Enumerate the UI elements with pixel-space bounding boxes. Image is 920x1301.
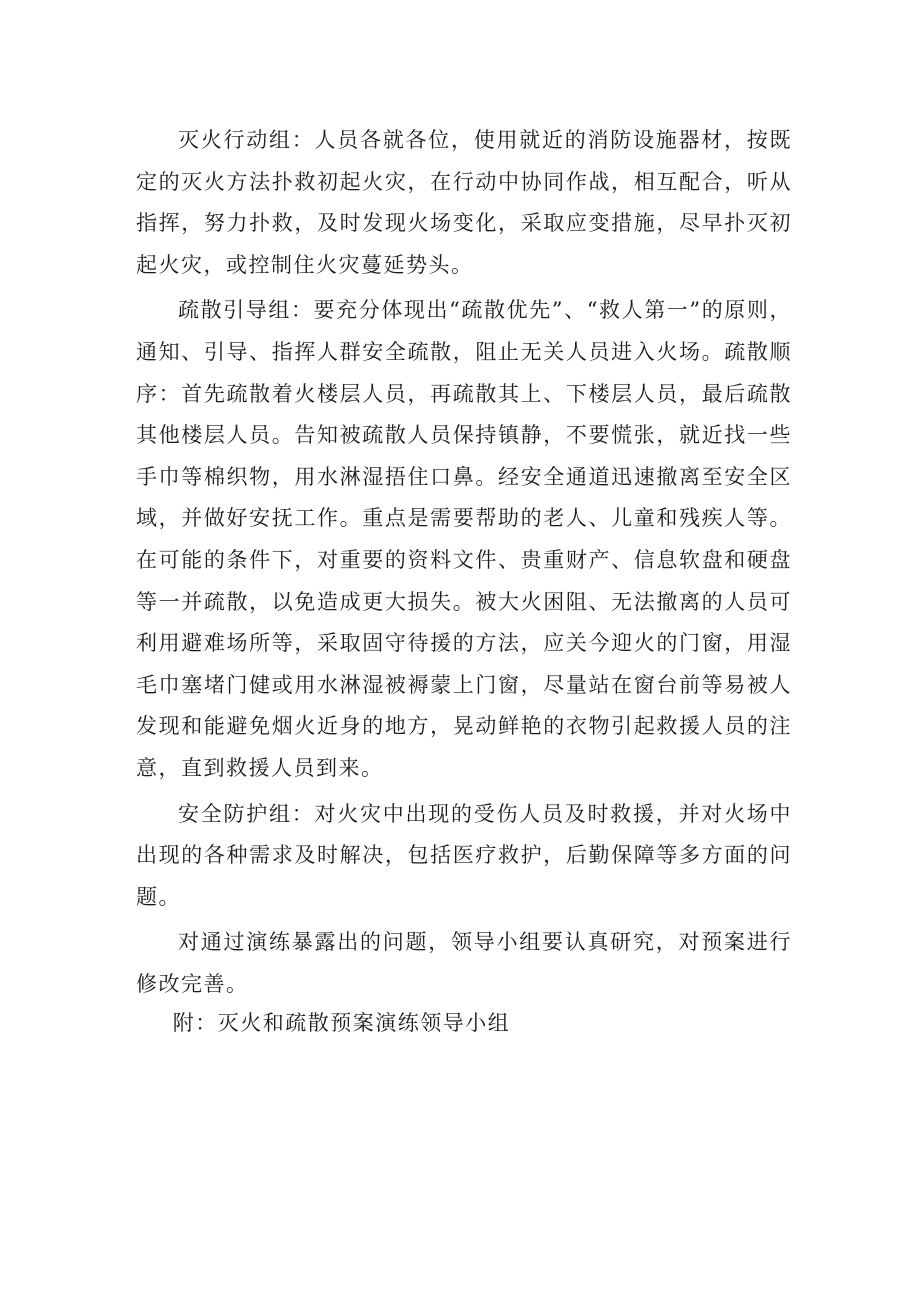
document-body: [136, 120, 792, 1049]
appendix-line: 附：灭火和疏散预案演练领导小组: [172, 1011, 511, 1036]
paragraph-fire-fighting-group: 灭火行动组：人员各就各位，使用就近的消防设施器材，按既定的灭火方法扑救初起火灾，在行动中协同作战，相互配合，听从指挥，努力扑救，及时发现火场变化，采取应变措施，尽早扑灭初起火灾，或控制住火灾蔓延势头。: [136, 128, 792, 277]
paragraph-safety-protection-group: 安全防护组：对火灾中出现的受伤人员及时救援，并对火场中出现的各种需求及时解决，包括医疗救护，后勤保障等多方面的问题。: [136, 801, 792, 909]
paragraph-evacuation-group: 疏散引导组：要充分体现出“疏散优先”、“救人第一”的原则，通知、引导、指挥人群安全疏散，阻止无关人员进入火场。疏散顺序：首先疏散着火楼层人员，再疏散其上、下楼层人员，最后疏散其他楼层人员。告知被疏散人员保持镇静，不要慌张，就近找一些手巾等棉织物，用水淋湿捂住口鼻。经安全通道迅速撤离至安全区域，并做好安抚工作。重点是需要帮助的老人、儿童和残疾人等。在可能的条件下，对重要的资料文件、贵重财产、信息软盘和硬盘等一并疏散，以免造成更大损失。被大火困阻、无法撤离的人员可利用避难场所等，采取固守待援的方法，应关今迎火的门窗，用湿毛巾塞堵门健或用水淋湿被褥蒙上门窗，尽量站在窗台前等易被人发现和能避免烟火近身的地方，晃动鲜艳的衣物引起救援人员的注意，直到救援人员到来。: [136, 298, 792, 780]
paragraph-drill-review: 对通过演练暴露出的问题，领导小组要认真研究，对预案进行修改完善。: [136, 930, 792, 996]
